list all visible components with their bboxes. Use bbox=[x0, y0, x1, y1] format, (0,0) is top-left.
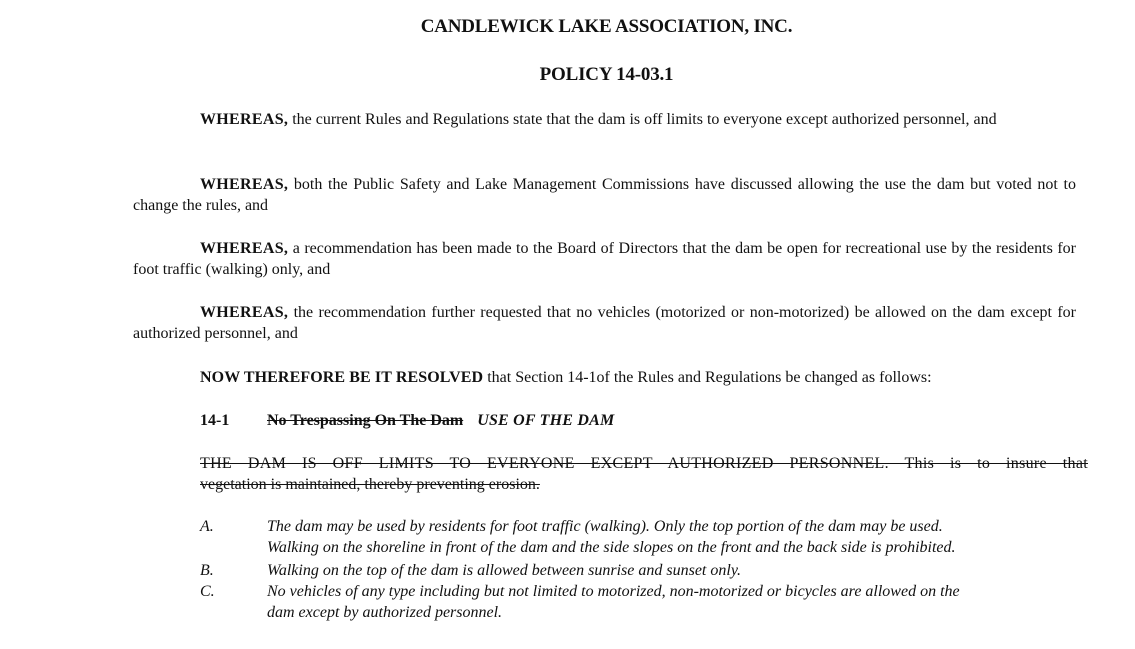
organization-title: CANDLEWICK LAKE ASSOCIATION, INC. bbox=[420, 16, 793, 37]
list-item-line: The dam may be used by residents for foot traffic (walking). Only the top portion of the dam may be used. bbox=[267, 518, 943, 535]
list-item-line: Walking on the top of the dam is allowed between sunrise and sunset only. bbox=[267, 562, 742, 579]
list-item-text bbox=[267, 560, 1079, 581]
list-item-letter: A. bbox=[200, 518, 214, 535]
whereas-keyword: WHEREAS, bbox=[200, 111, 289, 128]
whereas-keyword: WHEREAS, bbox=[200, 240, 289, 257]
whereas-text: the recommendation further requested that no vehicles (motorized or non-motorized) be allowed on the dam except for authorized personnel, and bbox=[133, 304, 1077, 342]
section-old-title: No Trespassing On The Dam bbox=[267, 412, 464, 429]
whereas-paragraph-4 bbox=[133, 302, 1076, 344]
list-item-line: dam except by authorized personnel. bbox=[267, 604, 503, 621]
list-item-text bbox=[267, 581, 1079, 623]
whereas-paragraph-1 bbox=[133, 109, 1076, 130]
list-item-b bbox=[200, 560, 1080, 581]
whereas-text: both the Public Safety and Lake Management Commissions have discussed allowing the use the dam but voted not to change the rules, and bbox=[133, 176, 1076, 214]
resolution-paragraph bbox=[200, 367, 1080, 388]
whereas-keyword: WHEREAS, bbox=[200, 304, 289, 321]
list-item-line: Walking on the shoreline in front of the dam and the side slopes on the front and the back side is prohibited. bbox=[267, 539, 956, 556]
list-item-line: No vehicles of any type including but not limited to motorized, non-motorized or bicycles are allowed on the bbox=[267, 583, 960, 600]
section-new-title: USE OF THE DAM bbox=[477, 412, 615, 429]
list-item-a bbox=[200, 516, 1080, 558]
list-item-letter: B. bbox=[200, 562, 214, 579]
resolution-keyword: NOW THEREFORE BE IT RESOLVED bbox=[200, 369, 484, 386]
list-item-text bbox=[267, 516, 1079, 558]
whereas-paragraph-3 bbox=[133, 238, 1076, 280]
whereas-paragraph-2 bbox=[133, 174, 1076, 216]
whereas-keyword: WHEREAS, bbox=[200, 176, 289, 193]
section-heading bbox=[200, 410, 614, 431]
struck-text-line-2: vegetation is maintained, thereby preventing erosion. bbox=[200, 476, 540, 493]
struck-text-line-1: THE DAM IS OFF LIMITS TO EVERYONE EXCEPT AUTHORIZED PERSONNEL. This is to insure that bbox=[200, 455, 1088, 472]
struck-text bbox=[200, 453, 1088, 495]
list-item-c bbox=[200, 581, 1080, 623]
policy-number: POLICY 14-03.1 bbox=[539, 64, 674, 85]
whereas-text: a recommendation has been made to the Board of Directors that the dam be open for recreational use by the residents for foot traffic (walking) only, and bbox=[133, 240, 1076, 278]
section-number: 14-1 bbox=[200, 412, 230, 429]
resolution-text: that Section 14-1of the Rules and Regulations be changed as follows: bbox=[487, 369, 932, 386]
list-item-letter: C. bbox=[200, 583, 215, 600]
whereas-text: the current Rules and Regulations state that the dam is off limits to everyone except authorized personnel, and bbox=[292, 111, 997, 128]
